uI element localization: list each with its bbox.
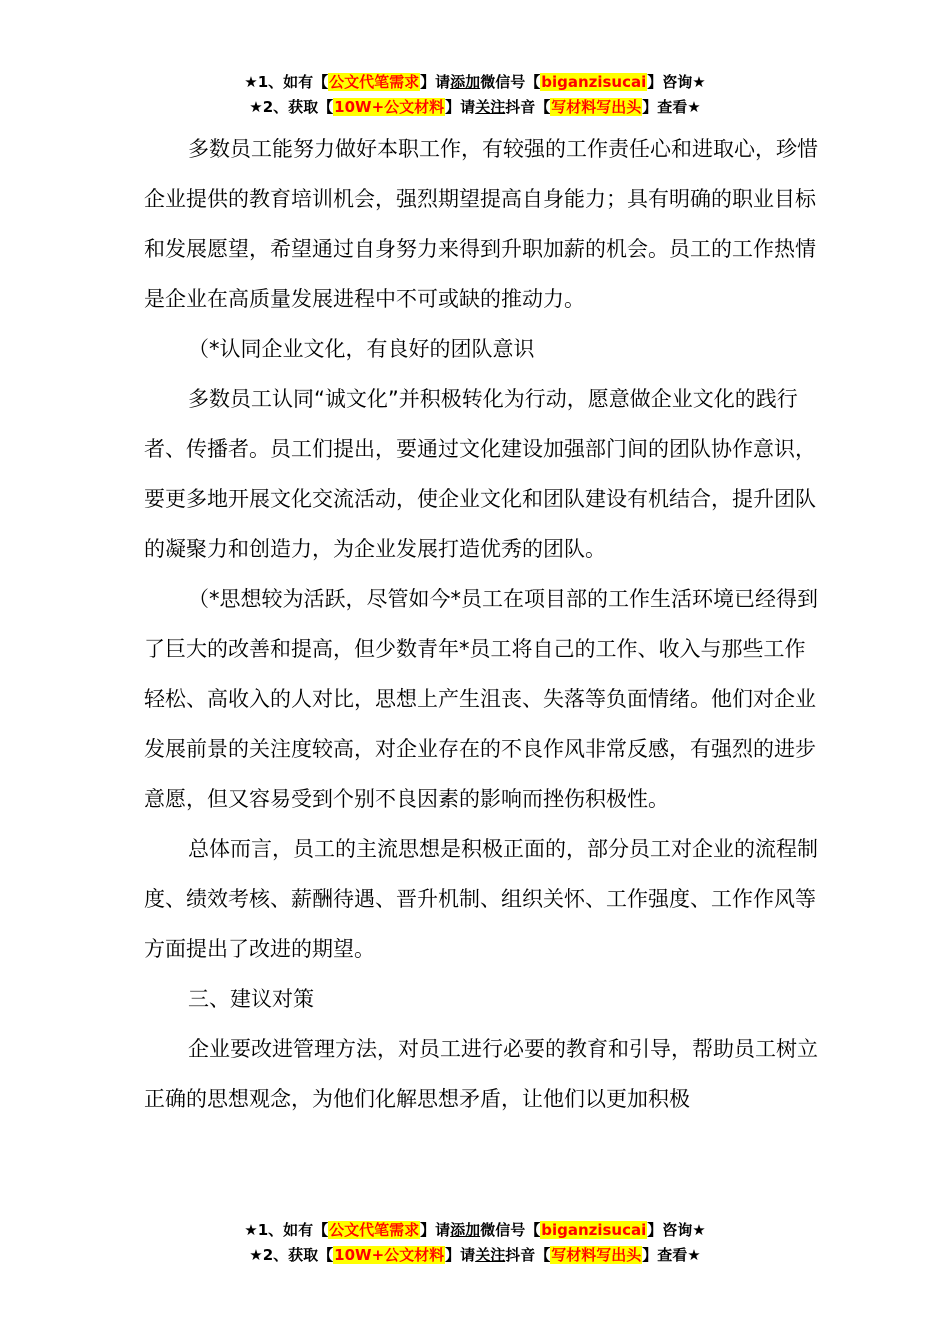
star-icon: ★ bbox=[692, 73, 706, 91]
banner-text: 】咨询 bbox=[647, 73, 693, 91]
star-icon: ★ bbox=[244, 1221, 258, 1239]
paragraph: 多数员工能努力做好本职工作，有较强的工作责任心和进取心，珍惜企业提供的教育培训机会，强烈期望提高自身能力；具有明确的职业目标和发展愿望，希望通过自身努力来得到升职加薪的机会。员工的工作热情是企业在高质量发展进程中不可或缺的推动力。 bbox=[144, 137, 818, 311]
banner-text: 微信号【 bbox=[480, 73, 541, 91]
banner-line-2 bbox=[0, 95, 950, 120]
highlight-materials: 10W+公文材料 bbox=[334, 1246, 445, 1264]
banner-text: 1、如有【 bbox=[257, 73, 329, 91]
banner-text: 2、获取【 bbox=[262, 98, 334, 116]
highlight-service: 公文代笔需求 bbox=[329, 1221, 420, 1239]
star-icon: ★ bbox=[687, 98, 701, 116]
paragraph: （*思想较为活跃，尽管如今*员工在项目部的工作生活环境已经得到了巨大的改善和提高，但少数青年*员工将自己的工作、收入与那些工作轻松、高收入的人对比，思想上产生沮丧、失落等负面情绪。他们对企业发展前景的关注度较高，对企业存在的不良作风非常反感，有强烈的进步意愿，但又容易受到个别不良因素的影响而挫伤积极性。 bbox=[144, 587, 818, 811]
banner-text: 】请 bbox=[420, 73, 451, 91]
highlight-materials: 10W+公文材料 bbox=[334, 98, 445, 116]
banner-line-2 bbox=[0, 1243, 950, 1268]
banner-line-1 bbox=[0, 1218, 950, 1243]
banner-line-1 bbox=[0, 70, 950, 95]
banner-emphasis: 添加 bbox=[450, 73, 481, 91]
star-icon: ★ bbox=[244, 73, 258, 91]
banner-text: 抖音【 bbox=[505, 98, 551, 116]
bottom-banner bbox=[0, 1218, 950, 1268]
banner-text: 1、如有【 bbox=[257, 1221, 329, 1239]
banner-emphasis: 关注 bbox=[475, 98, 506, 116]
banner-text: 】请 bbox=[445, 1246, 476, 1264]
paragraph: 多数员工认同“诚文化”并积极转化为行动，愿意做企业文化的践行者、传播者。员工们提出，要通过文化建设加强部门间的团队协作意识，要更多地开展文化交流活动，使企业文化和团队建设有机结合，提升团队的凝聚力和创造力，为企业发展打造优秀的团队。 bbox=[144, 387, 816, 561]
highlight-wechat-id: biganzisucai bbox=[541, 73, 647, 91]
banner-emphasis: 添加 bbox=[450, 1221, 481, 1239]
highlight-wechat-id: biganzisucai bbox=[541, 1221, 647, 1239]
star-icon: ★ bbox=[692, 1221, 706, 1239]
banner-text: 微信号【 bbox=[480, 1221, 541, 1239]
highlight-service: 公文代笔需求 bbox=[329, 73, 420, 91]
banner-emphasis: 关注 bbox=[475, 1246, 506, 1264]
banner-text: 】查看 bbox=[642, 1246, 688, 1264]
highlight-douyin: 写材料写出头 bbox=[551, 1246, 642, 1264]
star-icon: ★ bbox=[249, 1246, 263, 1264]
banner-text: 】请 bbox=[445, 98, 476, 116]
top-banner bbox=[0, 70, 950, 120]
banner-text: 2、获取【 bbox=[262, 1246, 334, 1264]
banner-text: 】查看 bbox=[642, 98, 688, 116]
star-icon: ★ bbox=[687, 1246, 701, 1264]
banner-text: 抖音【 bbox=[505, 1246, 551, 1264]
highlight-douyin: 写材料写出头 bbox=[551, 98, 642, 116]
section-heading: 三、建议对策 bbox=[188, 987, 314, 1011]
paragraph: 企业要改进管理方法，对员工进行必要的教育和引导，帮助员工树立正确的思想观念，为他们化解思想矛盾，让他们以更加积极 bbox=[144, 1037, 818, 1111]
subheading: （*认同企业文化，有良好的团队意识 bbox=[188, 337, 535, 361]
paragraph: 总体而言，员工的主流思想是积极正面的，部分员工对企业的流程制度、绩效考核、薪酬待遇、晋升机制、组织关怀、工作强度、工作作风等方面提出了改进的期望。 bbox=[144, 837, 818, 961]
document-body bbox=[144, 124, 824, 1124]
star-icon: ★ bbox=[249, 98, 263, 116]
banner-text: 】咨询 bbox=[647, 1221, 693, 1239]
banner-text: 】请 bbox=[420, 1221, 451, 1239]
